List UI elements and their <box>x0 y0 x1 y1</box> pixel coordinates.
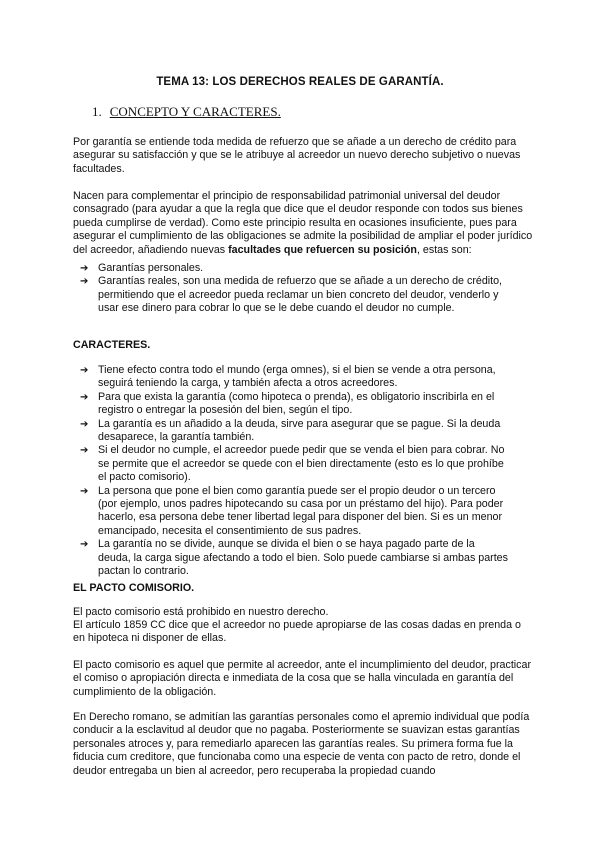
pacto-paragraph-2: El artículo 1859 CC dice que el acreedor no puede apropiarse de las cosas dadas en prenda o en hipoteca ni disponer de ellas. <box>73 619 521 645</box>
pacto-heading: EL PACTO COMISORIO. <box>73 582 195 594</box>
list-item: ➔ La persona que pone el bien como garantía puede ser el propio deudor o un tercero (por ejemplo, unos padres hipotecando su casa por un préstamo del hijo). Para poder hacerlo, esa persona debe tener libertad legal para disponer del bien. Si es un menor emancipado, necesita el consentimiento de sus padres. <box>80 484 504 537</box>
list-item: ➔ Garantías reales, son una medida de refuerzo que se añade a un derecho de crédito, permitiendo que el acreedor pueda reclamar un bien concreto del deudor, venderlo y usar ese dinero para cobrar lo que se le debe cuando el deudor no cumple. <box>80 275 503 315</box>
caracteres-list <box>80 364 510 579</box>
origin-text-2: , estas son: <box>416 243 472 256</box>
arrow-icon: ➔ <box>80 445 89 457</box>
section-heading <box>92 104 281 120</box>
origin-paragraph <box>73 190 535 257</box>
section-number: 1. <box>92 104 102 119</box>
arrow-icon: ➔ <box>80 263 89 274</box>
document-title: TEMA 13: LOS DERECHOS REALES DE GARANTÍA. <box>156 76 444 88</box>
arrow-icon: ➔ <box>80 418 89 430</box>
list-item: ➔ La garantía no se divide, aunque se divida el bien o se haya pagado parte de la deuda, la carga sigue afectando a todo el bien. Solo puede cambiarse si ambas partes pactan lo contrario. <box>80 538 508 578</box>
arrow-icon: ➔ <box>80 539 89 551</box>
arrow-icon: ➔ <box>80 276 89 288</box>
list-item: ➔ La garantía es un añadido a la deuda, sirve para asegurar que se pague. Si la deuda desaparece, la garantía también. <box>80 417 501 444</box>
section-heading-text: CONCEPTO Y CARACTERES. <box>109 104 281 119</box>
pacto-paragraph-4: En Derecho romano, se admitían las garantías personales como el apremio individual que podía conducir a la esclavitud al deudor que no pagaba. Posteriormente se suavizan estas garantías personales atroces y, para remediarlo aparecen las garantías reales. Su primera forma fue la fiducia cum creditore, que funcionaba como una especie de venta con pacto de retro, donde el deudor entregaba un bien al acreedor, pero recuperaba la propiedad cuando <box>73 711 530 777</box>
origin-bold-text: facultades que refuercen su posición <box>228 243 417 256</box>
list-item: ➔ Garantías personales. <box>80 262 204 274</box>
pacto-paragraph-3: El pacto comisorio es aquel que permite al acreedor, ante el incumplimiento del deudor, practicar el comiso o apropiación directa e inmediata de la cosa que se halla vinculada en garantía del cumplimiento de la obligación. <box>73 659 532 698</box>
arrow-icon: ➔ <box>80 485 89 497</box>
guarantee-types-list <box>80 262 510 316</box>
origin-text-1: Nacen para complementar el principio de responsabilidad patrimonial universal del deudor consagrado (para ayudar a que la regla que dice que el deudor responde con todos sus bienes pueda cumplirse de verdad). Como este principio resulta en ocasiones insuficiente, pues para asegurar el cumplimiento de las obligaciones se admite la posibilidad de ampliar el poder jurídico del acreedor, añadiendo nuevas <box>73 190 533 256</box>
arrow-icon: ➔ <box>80 391 89 403</box>
pacto-paragraph-1: El pacto comisorio está prohibido en nuestro derecho. <box>73 606 329 618</box>
list-item: ➔ Para que exista la garantía (como hipoteca o prenda), es obligatorio inscribirla en el registro o entregar la posesión del bien, según el tipo. <box>80 390 495 417</box>
definition-paragraph: Por garantía se entiende toda medida de refuerzo que se añade a un derecho de crédito para asegurar su satisfacción y que se le atribuye al acreedor un nuevo derecho subjetivo o nuevas facultades. <box>73 136 521 175</box>
list-item: ➔ Tiene efecto contra todo el mundo (erga omnes), si el bien se vende a otra persona, seguirá teniendo la carga, y también afecta a otros acreedores. <box>80 364 496 390</box>
caracteres-heading: CARACTERES. <box>73 339 151 351</box>
arrow-icon: ➔ <box>80 365 89 376</box>
list-item: ➔ Si el deudor no cumple, el acreedor puede pedir que se venda el bien para cobrar. No se permite que el acreedor se quede con el bien directamente (esto es lo que prohíbe el pacto comisorio). <box>80 444 505 484</box>
